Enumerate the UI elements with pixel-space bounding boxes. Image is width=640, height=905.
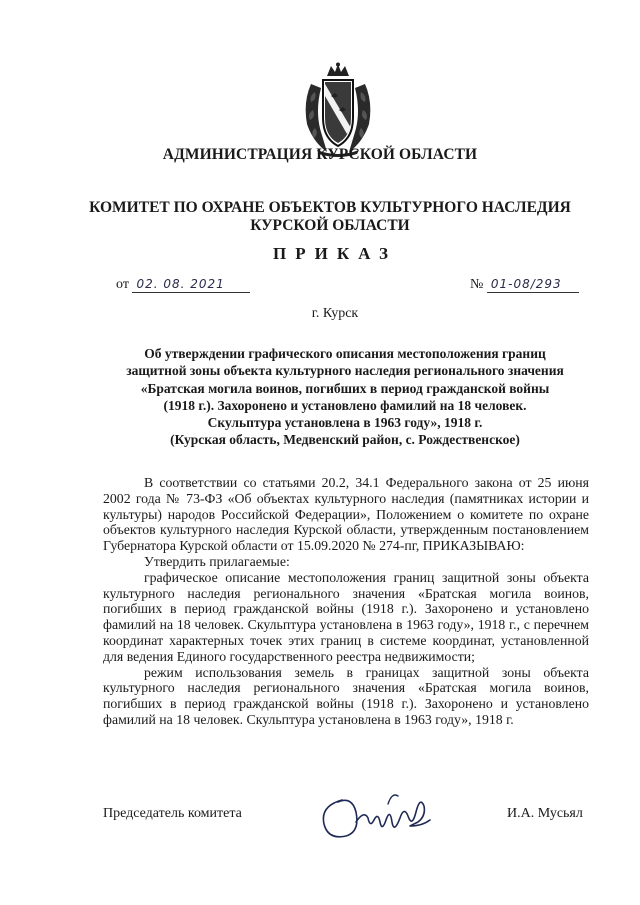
committee-heading (80, 199, 580, 235)
signatory-name: И.А. Мусьял (507, 806, 583, 821)
body-paragraph: Утвердить прилагаемые: (144, 553, 290, 569)
body-paragraph: режим использования земель в границах защитной зоны объекта культурного наследия регионального значения «Братская могила воинов, погибших в период гражданской войны (1918 г.). Захоронено и установлено фамилий на 18 человек. Скульптура установлена в 1963 году», 1918 г. (103, 664, 589, 727)
subject-line: Об утверждении графического описания местоположения границ (144, 346, 546, 361)
handwritten-number: 01-08/293 (490, 277, 562, 291)
administration-heading: АДМИНИСТРАЦИЯ КУРСКОЙ ОБЛАСТИ (162, 146, 478, 163)
number-prefix: № (470, 277, 484, 292)
handwritten-date: 02. 08. 2021 (136, 277, 225, 291)
order-body (103, 475, 589, 728)
handwritten-signature (312, 782, 442, 852)
body-paragraph: В соответствии со статьями 20.2, 34.1 Федерального закона от 25 июня 2002 года № 73-ФЗ «Об объектах культурного наследия (памятниках истории и культуры) народов Российской Федерации», Положением о комитете по охране объектов культурного наследия Курской области, утвержденным постановлением Губернатора Курской области от 15.09.2020 № 274-пг, ПРИКАЗЫВАЮ: (103, 475, 589, 554)
signatory-role: Председатель комитета (103, 806, 242, 821)
date-prefix: от (116, 277, 129, 292)
subject-line: (1918 г.). Захоронено и установлено фамилий на 18 человек. (163, 397, 527, 413)
city-line: г. Курск (311, 306, 359, 321)
order-date (116, 277, 250, 293)
subject-line: Скульптура установлена в 1963 году», 1918 г. (207, 415, 483, 431)
order-number (470, 277, 579, 293)
body-paragraph: графическое описание местоположения границ защитной зоны объекта культурного наследия регионального значения «Братская могила воинов, погибших в период гражданской войны (1918 г.). Захоронено и установлено фамилий на 18 человек. Скульптура установлена в 1963 году», 1918 г., с перечнем координат характерных точек этих границ в системе координат, установленной для ведения Единого государственного реестра недвижимости; (103, 569, 589, 664)
date-field (132, 277, 250, 293)
committee-heading-line: КУРСКОЙ ОБЛАСТИ (250, 217, 410, 234)
subject-line: (Курская область, Медвенский район, с. Рождественское) (170, 432, 520, 448)
order-subject (110, 345, 580, 449)
number-field (487, 277, 579, 293)
document-type-title: ПРИКАЗ (273, 244, 397, 263)
committee-heading-line: КОМИТЕТ ПО ОХРАНЕ ОБЪЕКТОВ КУЛЬТУРНОГО НАСЛЕДИЯ (89, 199, 571, 216)
coat-of-arms-icon (297, 62, 379, 158)
subject-line: «Братская могила воинов, погибших в период гражданской войны (140, 380, 550, 396)
subject-line: защитной зоны объекта культурного наследия регионального значения (126, 363, 564, 379)
